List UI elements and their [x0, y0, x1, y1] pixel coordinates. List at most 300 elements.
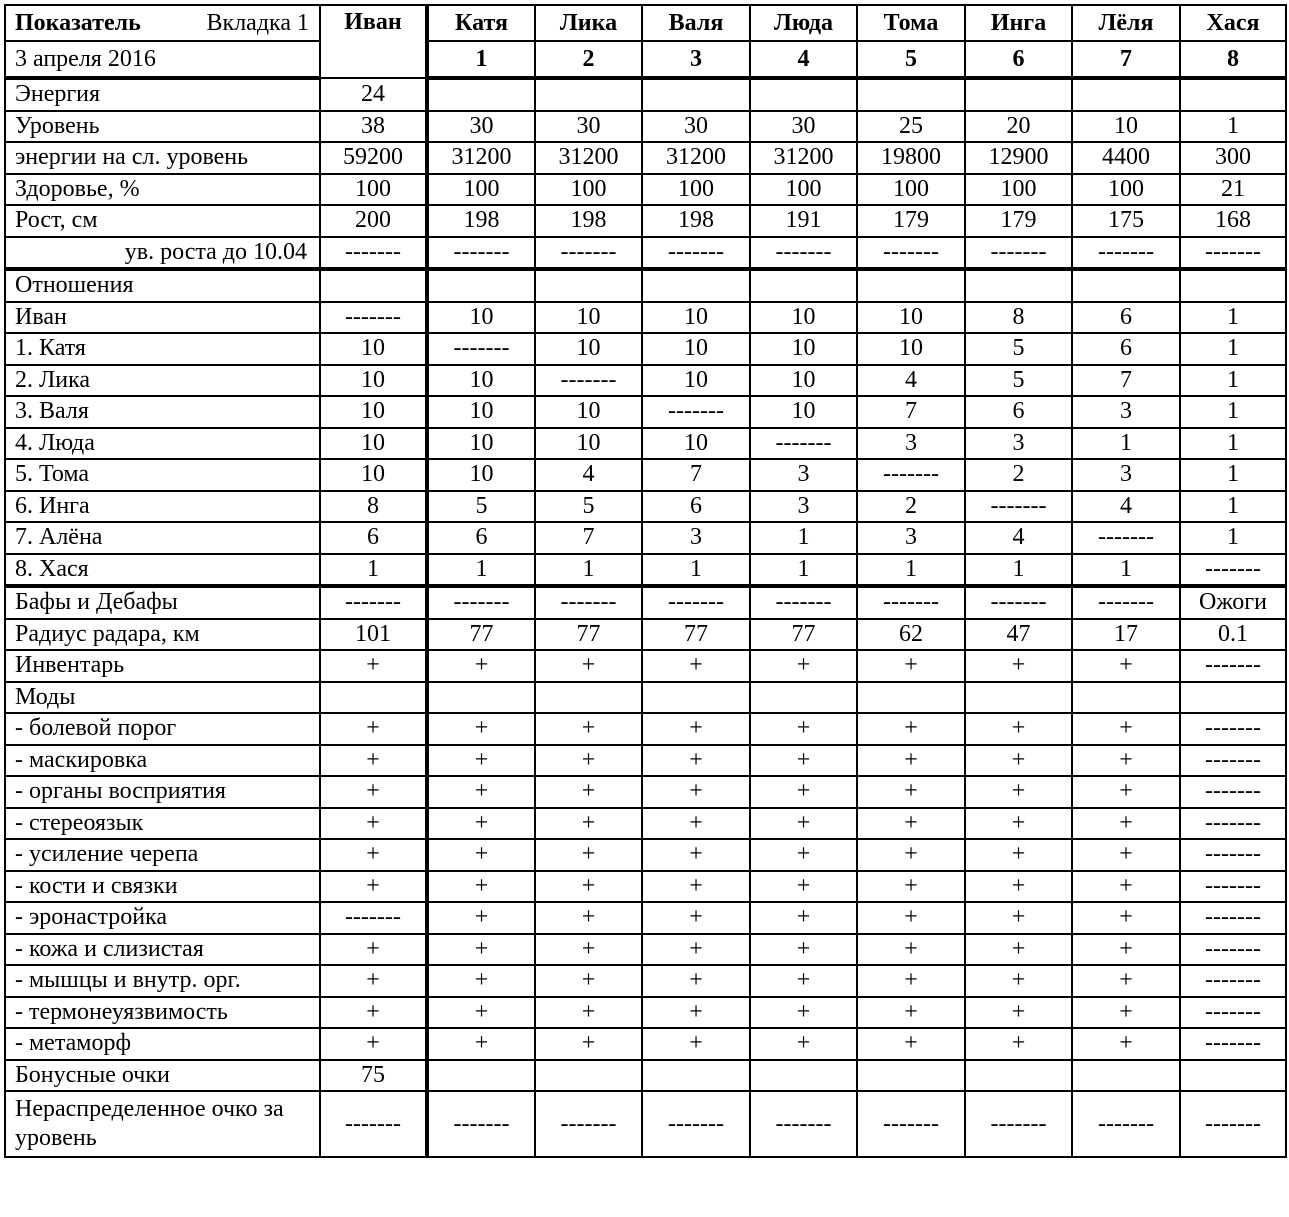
relation-row — [5, 554, 1286, 587]
corner-title: Показатель — [15, 9, 141, 36]
value-cell: 1 — [1180, 333, 1286, 365]
value-cell: 10 — [642, 333, 750, 365]
value-cell: ------- — [320, 237, 427, 270]
value-cell: 10 — [320, 459, 427, 491]
row-label: - стереоязык — [5, 808, 320, 840]
corner-cell-top — [5, 5, 320, 41]
value-cell: 1 — [1180, 428, 1286, 460]
value-cell: + — [857, 839, 965, 871]
value-cell: ------- — [320, 586, 427, 619]
value-cell — [857, 1060, 965, 1092]
row-label: 1. Катя — [5, 333, 320, 365]
value-cell: + — [750, 650, 857, 682]
value-cell: 10 — [320, 365, 427, 397]
value-cell: 2 — [857, 491, 965, 523]
value-cell — [1180, 269, 1286, 302]
member-number-header: 8 — [1180, 41, 1286, 78]
row-label: 8. Хася — [5, 554, 320, 587]
value-cell: + — [965, 839, 1072, 871]
value-cell: + — [857, 1028, 965, 1060]
value-cell: + — [750, 934, 857, 966]
member-name-header: Лика — [535, 5, 642, 41]
value-cell — [857, 78, 965, 111]
value-cell: 100 — [857, 174, 965, 206]
value-cell: + — [965, 997, 1072, 1029]
value-cell: 7 — [857, 396, 965, 428]
value-cell: + — [642, 650, 750, 682]
value-cell: + — [750, 839, 857, 871]
value-cell: 10 — [535, 428, 642, 460]
value-cell: + — [320, 965, 427, 997]
value-cell: 3 — [1072, 459, 1180, 491]
value-cell: 8 — [965, 302, 1072, 334]
value-cell: 1 — [1180, 522, 1286, 554]
extra-row — [5, 934, 1286, 966]
value-cell: + — [642, 713, 750, 745]
member-name-header: Тома — [857, 5, 965, 41]
value-cell: 0.1 — [1180, 619, 1286, 651]
value-cell: + — [750, 902, 857, 934]
value-cell — [965, 682, 1072, 714]
table-body — [5, 78, 1286, 1157]
value-cell: 77 — [535, 619, 642, 651]
extra-row — [5, 839, 1286, 871]
value-cell: ------- — [642, 396, 750, 428]
value-cell — [427, 1060, 535, 1092]
row-label: - кожа и слизистая — [5, 934, 320, 966]
value-cell: + — [535, 997, 642, 1029]
row-label: - термонеуязвимость — [5, 997, 320, 1029]
extra-row — [5, 586, 1286, 619]
value-cell: + — [750, 745, 857, 777]
value-cell: 3 — [750, 491, 857, 523]
value-cell: 1 — [750, 522, 857, 554]
value-cell: 10 — [750, 365, 857, 397]
value-cell: ------- — [427, 237, 535, 270]
value-cell: 100 — [1072, 174, 1180, 206]
extra-row — [5, 997, 1286, 1029]
value-cell: 3 — [642, 522, 750, 554]
value-cell: + — [1072, 871, 1180, 903]
value-cell: 100 — [320, 174, 427, 206]
relation-row — [5, 269, 1286, 302]
value-cell: ------- — [857, 237, 965, 270]
value-cell: + — [320, 1028, 427, 1060]
value-cell: 10 — [750, 396, 857, 428]
row-label: - мышцы и внутр. орг. — [5, 965, 320, 997]
value-cell: 47 — [965, 619, 1072, 651]
relation-row — [5, 522, 1286, 554]
value-cell: ------- — [965, 237, 1072, 270]
value-cell — [1072, 269, 1180, 302]
value-cell: 5 — [535, 491, 642, 523]
row-label: Здоровье, % — [5, 174, 320, 206]
value-cell: 10 — [750, 302, 857, 334]
value-cell: + — [857, 650, 965, 682]
value-cell: 6 — [320, 522, 427, 554]
row-label: энергии на сл. уровень — [5, 142, 320, 174]
value-cell: 5 — [965, 365, 1072, 397]
value-cell: + — [427, 839, 535, 871]
value-cell: 3 — [1072, 396, 1180, 428]
value-cell: + — [427, 808, 535, 840]
value-cell: ------- — [965, 491, 1072, 523]
value-cell: + — [642, 839, 750, 871]
value-cell: 1 — [857, 554, 965, 587]
row-label: Энергия — [5, 78, 320, 111]
value-cell: 6 — [1072, 302, 1180, 334]
value-cell: + — [750, 1028, 857, 1060]
value-cell: 198 — [642, 205, 750, 237]
row-label: 2. Лика — [5, 365, 320, 397]
value-cell: + — [320, 808, 427, 840]
value-cell: + — [750, 776, 857, 808]
row-label: Уровень — [5, 111, 320, 143]
value-cell: 3 — [750, 459, 857, 491]
row-label: - метаморф — [5, 1028, 320, 1060]
value-cell: 19800 — [857, 142, 965, 174]
value-cell — [642, 682, 750, 714]
value-cell — [857, 682, 965, 714]
value-cell: ------- — [857, 459, 965, 491]
value-cell — [1072, 1060, 1180, 1092]
value-cell: + — [750, 713, 857, 745]
value-cell: + — [535, 839, 642, 871]
character-stats-table — [4, 4, 1287, 1158]
value-cell: 7 — [535, 522, 642, 554]
value-cell: + — [320, 776, 427, 808]
value-cell: 1 — [1180, 111, 1286, 143]
extra-row — [5, 650, 1286, 682]
value-cell: + — [1072, 650, 1180, 682]
value-cell: + — [535, 965, 642, 997]
value-cell: + — [965, 650, 1072, 682]
value-cell: 10 — [427, 428, 535, 460]
member-name-header: Инга — [965, 5, 1072, 41]
value-cell: + — [965, 808, 1072, 840]
value-cell: + — [427, 934, 535, 966]
value-cell: ------- — [1072, 1091, 1180, 1157]
value-cell: 10 — [535, 333, 642, 365]
row-label: Инвентарь — [5, 650, 320, 682]
member-name-header: Лёля — [1072, 5, 1180, 41]
value-cell: ------- — [1072, 237, 1180, 270]
value-cell: 6 — [642, 491, 750, 523]
value-cell: + — [427, 713, 535, 745]
value-cell — [642, 1060, 750, 1092]
value-cell: + — [1072, 1028, 1180, 1060]
extra-row — [5, 745, 1286, 777]
value-cell: 10 — [642, 428, 750, 460]
value-cell: ------- — [1180, 902, 1286, 934]
value-cell: 5 — [427, 491, 535, 523]
value-cell: + — [535, 1028, 642, 1060]
value-cell: + — [427, 965, 535, 997]
value-cell: + — [427, 902, 535, 934]
row-label: Бафы и Дебафы — [5, 586, 320, 619]
value-cell: ------- — [857, 1091, 965, 1157]
row-label: 4. Люда — [5, 428, 320, 460]
value-cell: + — [965, 776, 1072, 808]
value-cell: + — [857, 776, 965, 808]
stat-row — [5, 174, 1286, 206]
value-cell: ------- — [1180, 650, 1286, 682]
value-cell — [857, 269, 965, 302]
value-cell: + — [642, 997, 750, 1029]
row-label: ув. роста до 10.04 — [5, 237, 320, 270]
extra-row — [5, 965, 1286, 997]
extra-row — [5, 871, 1286, 903]
value-cell: ------- — [1072, 522, 1180, 554]
value-cell: + — [857, 934, 965, 966]
value-cell: 77 — [642, 619, 750, 651]
value-cell — [1180, 1060, 1286, 1092]
value-cell: 3 — [857, 522, 965, 554]
value-cell — [750, 78, 857, 111]
value-cell: + — [1072, 902, 1180, 934]
value-cell: + — [750, 965, 857, 997]
value-cell: 100 — [750, 174, 857, 206]
row-label: Иван — [5, 302, 320, 334]
relation-row — [5, 365, 1286, 397]
value-cell: ------- — [1180, 237, 1286, 270]
value-cell: + — [965, 745, 1072, 777]
header-row-names — [5, 5, 1286, 41]
value-cell: ------- — [1180, 871, 1286, 903]
value-cell: + — [320, 745, 427, 777]
value-cell: 10 — [427, 302, 535, 334]
value-cell: + — [965, 902, 1072, 934]
value-cell: 8 — [320, 491, 427, 523]
value-cell: 25 — [857, 111, 965, 143]
row-label: - усиление черепа — [5, 839, 320, 871]
value-cell: ------- — [1180, 965, 1286, 997]
value-cell: ------- — [642, 1091, 750, 1157]
value-cell: + — [642, 934, 750, 966]
value-cell: + — [535, 808, 642, 840]
value-cell: 10 — [427, 459, 535, 491]
value-cell: ------- — [1180, 554, 1286, 587]
value-cell: + — [535, 934, 642, 966]
value-cell: 38 — [320, 111, 427, 143]
relation-row — [5, 333, 1286, 365]
value-cell: + — [642, 1028, 750, 1060]
relation-row — [5, 491, 1286, 523]
value-cell: 10 — [750, 333, 857, 365]
value-cell: ------- — [965, 586, 1072, 619]
value-cell: 30 — [642, 111, 750, 143]
value-cell: ------- — [1180, 713, 1286, 745]
member-number-header: 1 — [427, 41, 535, 78]
member-name-header: Хася — [1180, 5, 1286, 41]
row-label: Моды — [5, 682, 320, 714]
value-cell: 191 — [750, 205, 857, 237]
value-cell: 77 — [750, 619, 857, 651]
value-cell: 62 — [857, 619, 965, 651]
value-cell: + — [857, 997, 965, 1029]
value-cell: + — [857, 713, 965, 745]
value-cell: + — [535, 745, 642, 777]
extra-row — [5, 1060, 1286, 1092]
value-cell: ------- — [535, 237, 642, 270]
value-cell: + — [535, 776, 642, 808]
value-cell: 100 — [535, 174, 642, 206]
row-label: Радиус радара, км — [5, 619, 320, 651]
row-label: 5. Тома — [5, 459, 320, 491]
value-cell — [965, 78, 1072, 111]
value-cell: + — [320, 871, 427, 903]
value-cell: 10 — [320, 333, 427, 365]
value-cell: + — [642, 871, 750, 903]
member-name-header: Валя — [642, 5, 750, 41]
value-cell: 1 — [642, 554, 750, 587]
value-cell: 31200 — [535, 142, 642, 174]
value-cell: ------- — [320, 902, 427, 934]
member-number-header: 4 — [750, 41, 857, 78]
value-cell: 59200 — [320, 142, 427, 174]
value-cell: 4400 — [1072, 142, 1180, 174]
value-cell: 100 — [642, 174, 750, 206]
value-cell: ------- — [1072, 586, 1180, 619]
value-cell: + — [642, 808, 750, 840]
extra-row — [5, 619, 1286, 651]
stat-row — [5, 111, 1286, 143]
value-cell: 20 — [965, 111, 1072, 143]
value-cell: 1 — [427, 554, 535, 587]
value-cell: 1 — [1180, 302, 1286, 334]
value-cell — [320, 682, 427, 714]
value-cell: ------- — [750, 237, 857, 270]
member-name-header: Люда — [750, 5, 857, 41]
value-cell: 198 — [427, 205, 535, 237]
extra-row — [5, 1028, 1286, 1060]
value-cell: 31200 — [750, 142, 857, 174]
value-cell — [427, 78, 535, 111]
value-cell: + — [1072, 839, 1180, 871]
value-cell: 24 — [320, 78, 427, 111]
row-label: - маскировка — [5, 745, 320, 777]
value-cell: 4 — [535, 459, 642, 491]
value-cell: 3 — [857, 428, 965, 460]
value-cell: + — [1072, 997, 1180, 1029]
member-number-header: 3 — [642, 41, 750, 78]
value-cell: + — [750, 997, 857, 1029]
value-cell: 17 — [1072, 619, 1180, 651]
value-cell: ------- — [750, 428, 857, 460]
value-cell: 7 — [1072, 365, 1180, 397]
value-cell: ------- — [1180, 1091, 1286, 1157]
tab-label: Вкладка 1 — [206, 9, 309, 36]
extra-row — [5, 713, 1286, 745]
value-cell: ------- — [320, 1091, 427, 1157]
value-cell — [965, 269, 1072, 302]
value-cell: 175 — [1072, 205, 1180, 237]
value-cell: + — [320, 997, 427, 1029]
extra-row — [5, 776, 1286, 808]
value-cell: 77 — [427, 619, 535, 651]
value-cell — [750, 682, 857, 714]
value-cell: + — [1072, 776, 1180, 808]
value-cell: ------- — [427, 586, 535, 619]
value-cell — [642, 78, 750, 111]
value-cell: + — [535, 650, 642, 682]
value-cell: + — [427, 650, 535, 682]
value-cell: 1 — [1072, 428, 1180, 460]
value-cell: + — [535, 902, 642, 934]
relation-row — [5, 302, 1286, 334]
value-cell — [1072, 78, 1180, 111]
member-number-header: 7 — [1072, 41, 1180, 78]
value-cell: 300 — [1180, 142, 1286, 174]
value-cell: 30 — [427, 111, 535, 143]
value-cell: 10 — [857, 302, 965, 334]
value-cell — [320, 269, 427, 302]
value-cell: + — [857, 965, 965, 997]
relation-row — [5, 428, 1286, 460]
value-cell: 1 — [535, 554, 642, 587]
value-cell: 10 — [642, 302, 750, 334]
value-cell: ------- — [1180, 776, 1286, 808]
value-cell: + — [535, 871, 642, 903]
value-cell: 1 — [1180, 459, 1286, 491]
value-cell: Ожоги — [1180, 586, 1286, 619]
value-cell: 4 — [1072, 491, 1180, 523]
value-cell: + — [1072, 934, 1180, 966]
value-cell: ------- — [1180, 745, 1286, 777]
value-cell: 10 — [642, 365, 750, 397]
stat-row — [5, 78, 1286, 111]
value-cell: 31200 — [642, 142, 750, 174]
value-cell: 10 — [320, 428, 427, 460]
value-cell: 30 — [535, 111, 642, 143]
value-cell: 10 — [320, 396, 427, 428]
member-number-header: 5 — [857, 41, 965, 78]
value-cell: + — [427, 871, 535, 903]
value-cell: 10 — [427, 365, 535, 397]
value-cell: 6 — [1072, 333, 1180, 365]
row-label: 3. Валя — [5, 396, 320, 428]
value-cell: 30 — [750, 111, 857, 143]
member-number-header: 6 — [965, 41, 1072, 78]
value-cell: 168 — [1180, 205, 1286, 237]
value-cell: 3 — [965, 428, 1072, 460]
value-cell: + — [965, 713, 1072, 745]
value-cell: 4 — [857, 365, 965, 397]
value-cell: 31200 — [427, 142, 535, 174]
value-cell — [965, 1060, 1072, 1092]
value-cell: + — [320, 934, 427, 966]
row-label: 7. Алёна — [5, 522, 320, 554]
row-label: - болевой порог — [5, 713, 320, 745]
value-cell: 7 — [642, 459, 750, 491]
value-cell: + — [642, 745, 750, 777]
value-cell: ------- — [535, 365, 642, 397]
value-cell: 2 — [965, 459, 1072, 491]
value-cell: + — [965, 1028, 1072, 1060]
value-cell — [535, 682, 642, 714]
value-cell: ------- — [965, 1091, 1072, 1157]
value-cell: 21 — [1180, 174, 1286, 206]
row-label: Нераспределенное очко за уровень — [5, 1091, 320, 1157]
row-label: - органы восприятия — [5, 776, 320, 808]
value-cell: + — [1072, 745, 1180, 777]
value-cell: + — [320, 713, 427, 745]
value-cell: + — [320, 650, 427, 682]
value-cell: + — [642, 776, 750, 808]
value-cell: 6 — [965, 396, 1072, 428]
stat-row — [5, 237, 1286, 270]
value-cell: 5 — [965, 333, 1072, 365]
